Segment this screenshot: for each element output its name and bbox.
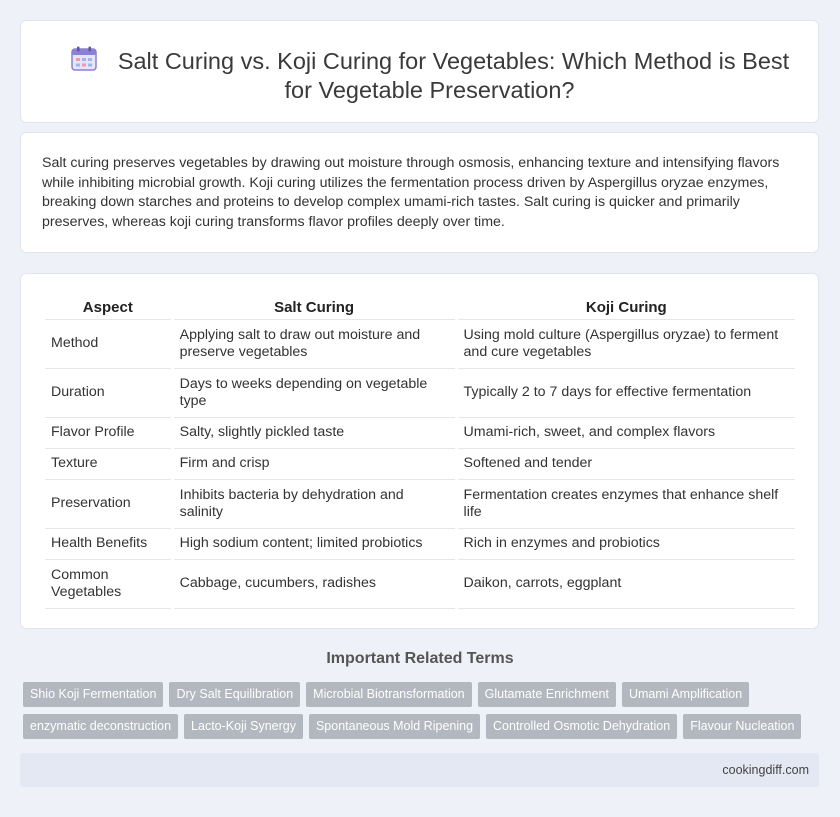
related-term-tag[interactable]: Glutamate Enrichment [478,682,616,707]
related-term-tag[interactable]: Lacto-Koji Synergy [184,714,303,739]
header-card [20,20,819,123]
related-term-tag[interactable]: Controlled Osmotic Dehydration [486,714,677,739]
related-term-tag[interactable]: Shio Koji Fermentation [23,682,163,707]
row-koji: Softened and tender [458,449,795,480]
table-row [45,320,795,369]
header-salt-curing: Salt Curing [174,296,455,320]
row-salt: Inhibits bacteria by dehydration and salinity [174,480,455,529]
intro-card [20,132,819,253]
related-term-tag[interactable]: enzymatic deconstruction [23,714,178,739]
table-row [45,449,795,480]
footer-bar [20,753,819,787]
comparison-table-card [20,273,819,629]
calendar-icon [70,46,98,72]
row-koji: Daikon, carrots, eggplant [458,560,795,609]
related-terms-row [23,714,823,739]
comparison-table [42,296,798,609]
header-aspect: Aspect [45,296,171,320]
row-aspect: Flavor Profile [45,418,171,449]
row-aspect: Preservation [45,480,171,529]
table-header-row [45,296,795,320]
related-term-tag[interactable]: Flavour Nucleation [683,714,801,739]
table-row [45,418,795,449]
related-term-tag[interactable]: Microbial Biotransformation [306,682,471,707]
row-aspect: Texture [45,449,171,480]
page-title [61,46,798,105]
row-aspect: Method [45,320,171,369]
row-salt: Days to weeks depending on vegetable type [174,369,455,418]
row-salt: Applying salt to draw out moisture and preserve vegetables [174,320,455,369]
row-koji: Rich in enzymes and probiotics [458,529,795,560]
row-koji: Umami-rich, sweet, and complex flavors [458,418,795,449]
table-row [45,480,795,529]
row-koji: Using mold culture (Aspergillus oryzae) to ferment and cure vegetables [458,320,795,369]
row-salt: Salty, slightly pickled taste [174,418,455,449]
related-terms-heading: Important Related Terms [326,650,514,667]
row-salt: Firm and crisp [174,449,455,480]
row-aspect: Common Vegetables [45,560,171,609]
table-row [45,369,795,418]
related-term-tag[interactable]: Umami Amplification [622,682,749,707]
row-koji: Typically 2 to 7 days for effective fermentation [458,369,795,418]
row-koji: Fermentation creates enzymes that enhance shelf life [458,480,795,529]
related-term-tag[interactable]: Spontaneous Mold Ripening [309,714,480,739]
table-row [45,529,795,560]
intro-text: Salt curing preserves vegetables by drawing out moisture through osmosis, enhancing texture and intensifying flavors while inhibiting microbial growth. Koji curing utilizes the fermentation process driven by Aspergillus oryzae enzymes, breaking down starches and proteins to develop complex umami-rich tastes. Salt curing is quicker and primarily preserves, whereas koji curing transforms flavor profiles deeply over time. [42,155,780,230]
related-terms-row [23,682,823,707]
row-aspect: Duration [45,369,171,418]
related-term-tag[interactable]: Dry Salt Equilibration [169,682,300,707]
table-row [45,560,795,609]
page-title-text: Salt Curing vs. Koji Curing for Vegetables: Which Method is Best for Vegetable Preservation? [117,48,790,103]
header-koji-curing: Koji Curing [458,296,795,320]
title-wrap [61,46,798,105]
footer-site-link[interactable]: cookingdiff.com [722,763,809,777]
row-salt: Cabbage, cucumbers, radishes [174,560,455,609]
row-aspect: Health Benefits [45,529,171,560]
row-salt: High sodium content; limited probiotics [174,529,455,560]
